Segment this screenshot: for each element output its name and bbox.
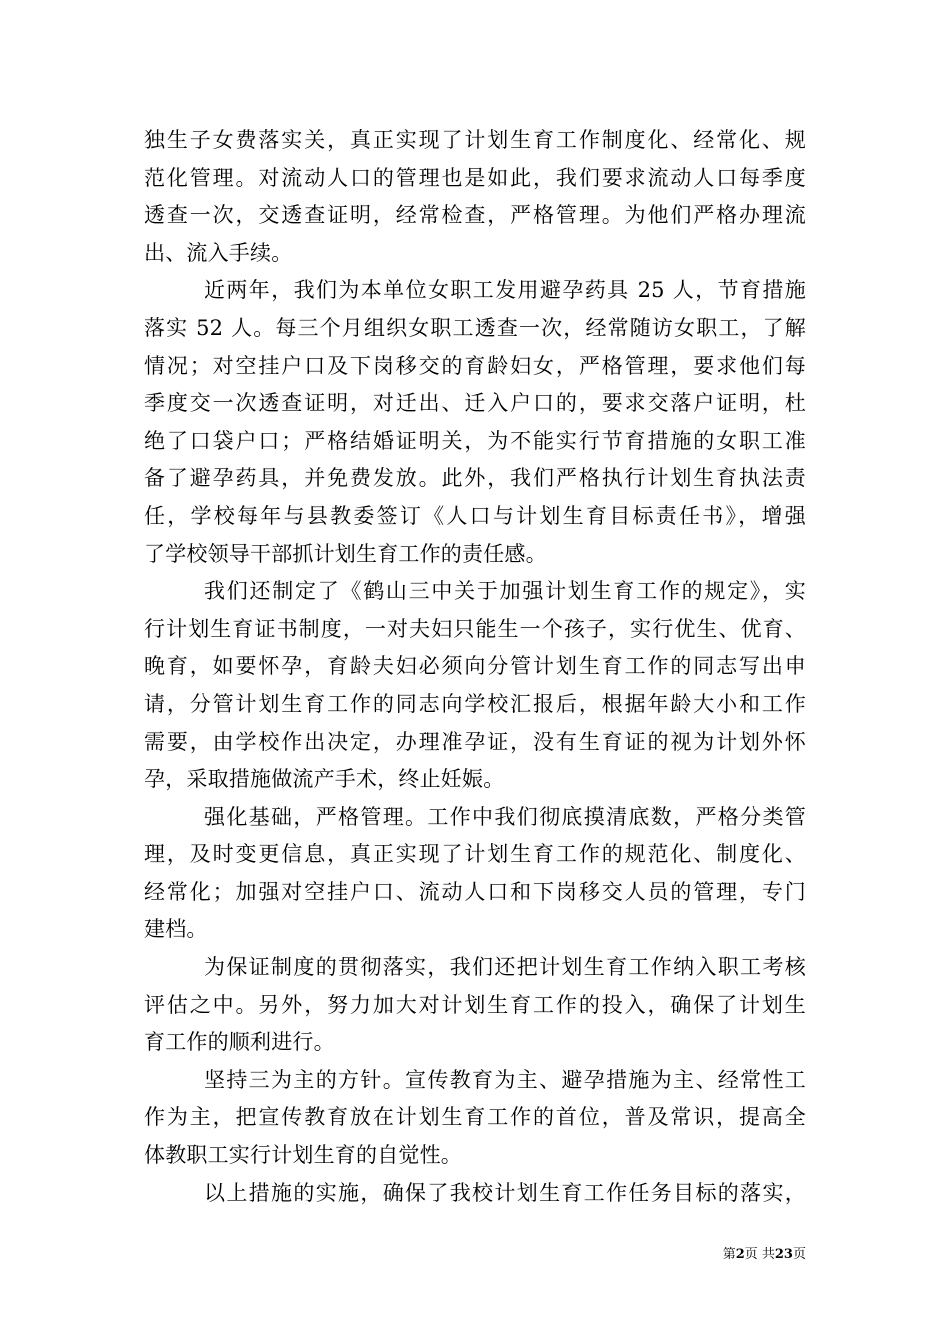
text-line: 需要，由学校作出决定，办理准孕证，没有生育证的视为计划外怀 — [144, 729, 806, 754]
text-line: 备了避孕药具，并免费发放。此外，我们严格执行计划生育执法责 — [144, 466, 806, 491]
document-body — [144, 122, 806, 1212]
text-line: 评估之中。另外，努力加大对计划生育工作的投入，确保了计划生 — [144, 992, 806, 1017]
text-line: 行计划生育证书制度，一对夫妇只能生一个孩子，实行优生、优育、 — [144, 616, 806, 641]
text-line: 出、流入手续。 — [144, 240, 293, 265]
text-line: 为保证制度的贯彻落实，我们还把计划生育工作纳入职工考核 — [204, 955, 806, 980]
text-line: 落实 52 人。每三个月组织女职工透查一次，经常随访女职工，了解 — [144, 315, 806, 340]
text-line: 季度交一次透查证明，对迁出、迁入户口的，要求交落户证明，杜 — [144, 391, 806, 416]
total-page-count: 23 — [774, 1247, 793, 1262]
text-line: 晚育，如要怀孕，育龄夫妇必须向分管计划生育工作的同志写出申 — [144, 654, 806, 679]
text-line: 体教职工实行计划生育的自觉性。 — [144, 1143, 462, 1168]
page-footer — [700, 1246, 806, 1264]
text-line: 请，分管计划生育工作的同志向学校汇报后，根据年龄大小和工作 — [144, 691, 806, 716]
footer-prefix: 第 — [722, 1247, 736, 1262]
text-line: 强化基础，严格管理。工作中我们彻底摸清底数，严格分类管 — [204, 804, 806, 829]
text-line: 情况；对空挂户口及下岗移交的育龄妇女，严格管理，要求他们每 — [144, 353, 806, 378]
text-line: 任，学校每年与县教委签订《人口与计划生育目标责任书》，增强 — [144, 503, 806, 528]
text-line: 绝了口袋户口；严格结婚证明关，为不能实行节育措施的女职工准 — [144, 428, 806, 453]
text-line: 建档。 — [144, 917, 208, 942]
text-line: 了学校领导干部抓计划生育工作的责任感。 — [144, 541, 547, 566]
current-page-number: 2 — [735, 1247, 745, 1262]
text-line: 我们还制定了《鹤山三中关于加强计划生育工作的规定》，实 — [204, 579, 806, 604]
footer-suffix: 页 — [792, 1247, 806, 1262]
text-line: 理，及时变更信息，真正实现了计划生育工作的规范化、制度化、 — [144, 842, 806, 867]
text-line: 作为主，把宣传教育放在计划生育工作的首位，普及常识，提高全 — [144, 1105, 806, 1130]
footer-middle: 页 共 — [744, 1247, 775, 1262]
text-line: 以上措施的实施，确保了我校计划生育工作任务目标的落实， — [204, 1180, 806, 1205]
text-line: 独生子女费落实关，真正实现了计划生育工作制度化、经常化、规 — [144, 128, 806, 152]
text-line: 透查一次，交透查证明，经常检查，严格管理。为他们严格办理流 — [144, 203, 806, 228]
text-line: 经常化；加强对空挂户口、流动人口和下岗移交人员的管理，专门 — [144, 879, 806, 904]
text-line: 范化管理。对流动人口的管理也是如此，我们要求流动人口每季度 — [144, 165, 806, 190]
text-line: 孕，采取措施做流产手术，终止妊娠。 — [144, 767, 505, 792]
text-line: 坚持三为主的方针。宣传教育为主、避孕措施为主、经常性工 — [204, 1067, 806, 1092]
text-line: 近两年，我们为本单位女职工发用避孕药具 25 人，节育措施 — [204, 278, 806, 303]
text-line: 育工作的顺利进行。 — [144, 1030, 335, 1055]
